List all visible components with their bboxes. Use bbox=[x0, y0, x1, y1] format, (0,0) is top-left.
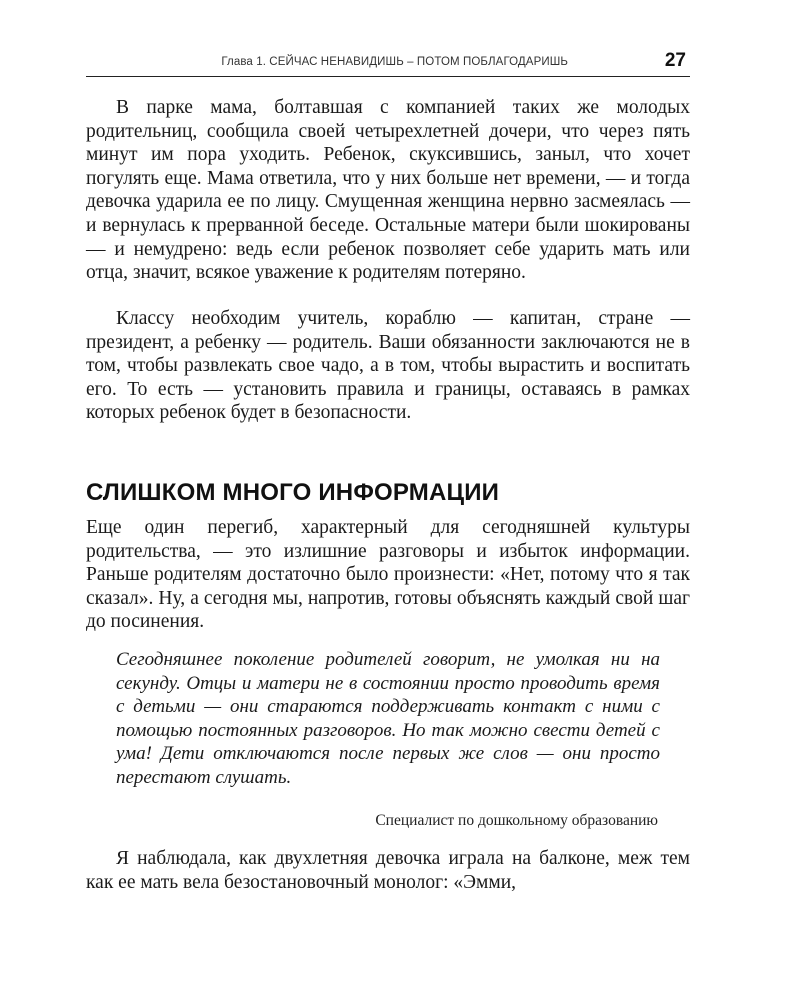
paragraph-text: Классу необходим учитель, кораблю — капитан, стране — президент, а ребенку — родитель. Ваши обязанности заключаются не в том, чтобы развлекать свое чадо, а в том, чтобы вырастить и воспитать его. То есть — установить правила и границы, оставаясь в рамках которых ребенок будет в безопасности. bbox=[86, 308, 690, 424]
section-heading: СЛИШКОМ МНОГО ИНФОРМАЦИИ bbox=[86, 479, 500, 506]
quote-attribution: Специалист по дошкольному образованию bbox=[375, 812, 658, 829]
expert-quote: Сегодняшнее поколение родителей говорит, не умолкая ни на секунду. Отцы и матери не в состоянии просто проводить время с детьми — они стараются поддерживать контакт с ними с помощью постоянных разговоров. Но так можно свести детей с ума! Дети отключаются после первых же слов — они просто перестают слушать. bbox=[116, 649, 660, 788]
paragraph-text: Я наблюдала, как двухлетняя девочка играла на балконе, меж тем как ее мать вела безостановочный монолог: «Эмми, bbox=[86, 848, 690, 893]
running-title: Глава 1. СЕЙЧАС НЕНАВИДИШЬ – ПОТОМ ПОБЛАГОДАРИШЬ bbox=[221, 56, 568, 68]
running-header bbox=[86, 50, 690, 77]
page-number: 27 bbox=[664, 50, 686, 71]
paragraph-balcony-story bbox=[86, 847, 690, 894]
paragraph-park-story bbox=[86, 96, 690, 285]
paragraph-parent-role bbox=[86, 307, 690, 425]
paragraph-text: В парке мама, болтавшая с компанией таких же молодых родительниц, сообщила своей четырехлетней дочери, что через пять минут им пора уходить. Ребенок, скуксившись, заныл, что хочет погулять еще. Мама ответила, что у них больше нет времени, — и тогда девочка ударила ее по лицу. Смущенная женщина нервно засмеялась — и вернулась к прерванной беседе. Остальные матери были шокированы — и немудрено: ведь если ребенок позволяет себе ударить мать или отца, значит, всякое уважение к родителям потеряно. bbox=[86, 97, 690, 284]
section-intro-paragraph: Еще один перегиб, характерный для сегодняшней культуры родительства, — это излишние разговоры и избыток информации. Раньше родителям достаточно было произнести: «Нет, потому что я так сказал». Ну, а сегодня мы, напротив, готовы объяснять каждый свой шаг до посинения. bbox=[86, 517, 690, 633]
